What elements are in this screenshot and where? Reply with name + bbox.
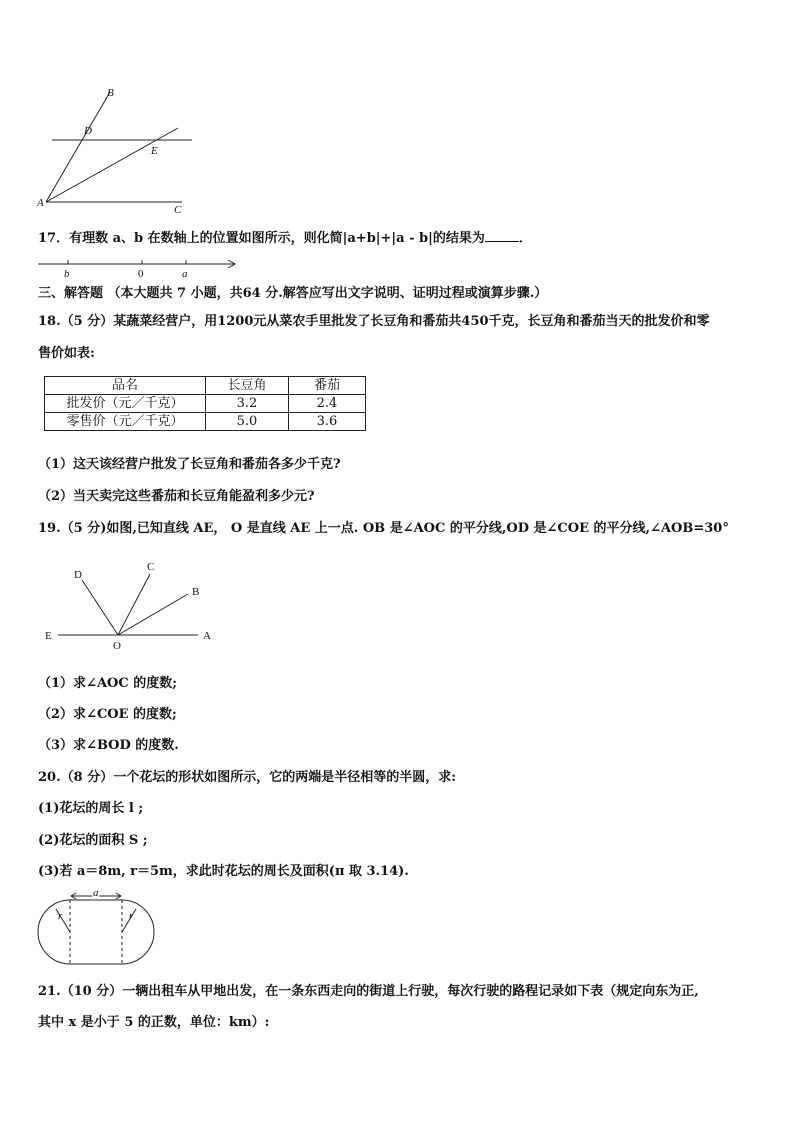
flowerbed-figure <box>36 887 176 970</box>
question-19-sub3: （3）求∠BOD 的度数. <box>38 738 179 753</box>
label-d: D <box>74 569 82 581</box>
question-17-text: 17．有理数 a、b 在数轴上的位置如图所示，则化简|a+b|+|a - b|的结果为 <box>38 231 485 246</box>
question-18-line1: 18.（5 分）某蔬菜经营户，用1200元从菜农手里批发了长豆角和番茄共450千克，长豆角和番茄当天的批发价和零 <box>38 314 710 329</box>
ray-od <box>82 580 118 635</box>
table-header: 长豆角 <box>206 377 289 395</box>
flowerbed-outline <box>38 900 154 964</box>
label-b: B <box>192 586 200 598</box>
question-18-sub1: （1）这天该经营户批发了长豆角和番茄各多少千克? <box>38 457 341 472</box>
table-cell: 2.4 <box>289 395 366 413</box>
table-cell: 3.6 <box>289 413 366 431</box>
label-e: E <box>45 630 52 642</box>
label-r-right: r <box>129 910 134 922</box>
table-cell: 零售价（元／千克） <box>45 413 206 431</box>
table-row <box>45 395 366 413</box>
tick-label-a: a <box>182 268 188 280</box>
label-b: B <box>107 87 114 99</box>
label-c: C <box>174 204 182 216</box>
tick-label-b: b <box>64 268 70 280</box>
line-ae <box>46 128 178 202</box>
label-a: A <box>37 197 44 209</box>
question-17-end: ． <box>518 231 532 246</box>
price-table <box>44 376 366 431</box>
question-17 <box>38 229 532 248</box>
table-header: 品名 <box>45 377 206 395</box>
tick-label-0: 0 <box>138 268 144 280</box>
angle-figure <box>30 80 230 220</box>
label-r-left: r <box>58 910 63 922</box>
answer-blank <box>485 229 519 242</box>
question-21-line1: 21.（10 分）一辆出租车从甲地出发，在一条东西走向的街道上行驶，每次行驶的路程记录如下表（规定向东为正, <box>38 984 699 999</box>
label-a: a <box>93 887 99 899</box>
question-18-line2: 售价如表: <box>38 346 95 361</box>
question-20-text: 20.（8 分）一个花坛的形状如图所示，它的两端是半径相等的半圆，求: <box>38 770 456 785</box>
table-row <box>45 413 366 431</box>
label-d: D <box>84 125 92 137</box>
table-header: 番茄 <box>289 377 366 395</box>
table-cell: 5.0 <box>206 413 289 431</box>
table-cell: 批发价（元／千克） <box>45 395 206 413</box>
question-18-sub2: （2）当天卖完这些番茄和长豆角能盈利多少元? <box>38 489 315 504</box>
question-19-text: 19.（5 分)如图,已知直线 AE， O 是直线 AE 上一点. OB 是∠AOC 的平分线,OD 是∠COE 的平分线,∠AOB=30° <box>38 521 729 536</box>
label-c: C <box>147 561 155 573</box>
line-ab <box>46 92 110 202</box>
question-20-sub1: (1)花坛的周长 l ; <box>38 801 144 816</box>
question-20-sub2: (2)花坛的面积 S ; <box>38 833 148 848</box>
ray-figure <box>40 558 240 658</box>
section-heading: 三、解答题 （本大题共 7 小题，共64 分.解答应写出文字说明、证明过程或演算步骤.） <box>38 286 548 301</box>
table-header-row <box>45 377 366 395</box>
label-a: A <box>203 630 211 642</box>
question-19-sub1: （1）求∠AOC 的度数; <box>38 676 178 691</box>
table-cell: 3.2 <box>206 395 289 413</box>
question-19-sub2: （2）求∠COE 的度数; <box>38 707 177 722</box>
label-e: E <box>151 145 158 157</box>
label-o: O <box>113 640 121 652</box>
question-20-sub3: (3)若 a＝8m, r＝5m，求此时花坛的周长及面积(π 取 3.14). <box>38 864 409 879</box>
number-line <box>38 255 248 285</box>
question-21-line2: 其中 x 是小于 5 的正数，单位：km）: <box>38 1015 270 1030</box>
